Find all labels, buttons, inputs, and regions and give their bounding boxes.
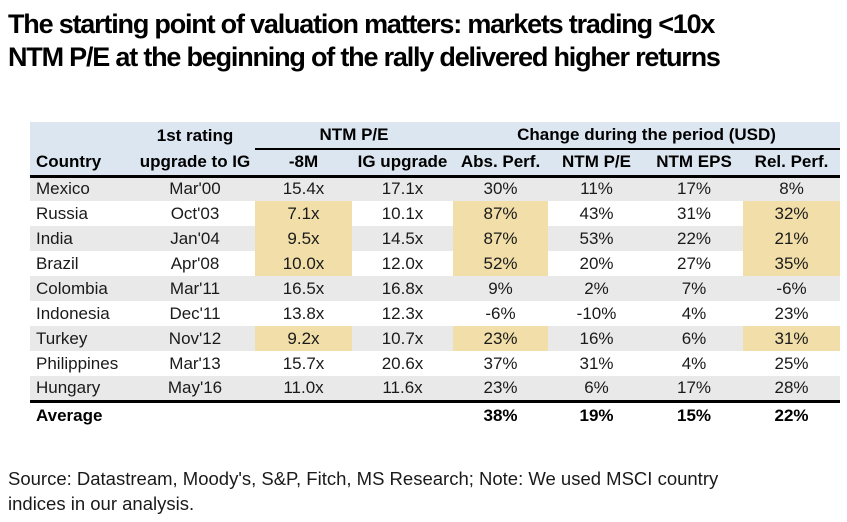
cell-rel-perf: 28% <box>774 377 809 397</box>
source-line-1: Source: Datastream, Moody's, S&P, Fitch, MS Research; Note: We used MSCI country <box>8 468 719 489</box>
cell-upgrade-date: Nov'12 <box>168 328 222 348</box>
table-row <box>30 276 840 301</box>
cell-ntm-eps: 17% <box>677 377 712 397</box>
cell-pe-ig-upgrade: 20.6x <box>381 353 424 373</box>
cell-upgrade-date: Dec'11 <box>169 303 221 323</box>
cell-country: Mexico <box>36 179 90 199</box>
table-row <box>30 176 840 201</box>
cell-upgrade-date: Mar'11 <box>169 278 221 298</box>
col-header-upgrade-to-ig: upgrade to IG <box>135 149 255 176</box>
cell-pe-minus-8m: 10.0x <box>255 251 352 276</box>
table-row <box>30 301 840 326</box>
col-header-country: Country <box>30 149 135 176</box>
title-line-1: The starting point of valuation matters: markets trading <10x <box>8 9 715 39</box>
cell-country: Colombia <box>36 278 108 298</box>
cell-ntm-pe: 16% <box>579 328 614 348</box>
cell-ntm-eps: 22% <box>677 228 712 248</box>
cell-country: India <box>36 228 73 248</box>
cell-abs-perf: 9% <box>488 278 513 298</box>
cell-rel-perf: 8% <box>779 179 804 199</box>
cell-rel-perf: 35% <box>743 251 840 276</box>
col-header-ntm-pe: NTM P/E <box>548 149 645 176</box>
col-header-rel-perf: Rel. Perf. <box>743 149 840 176</box>
cell-abs-perf: 52% <box>453 251 548 276</box>
col-header-abs-perf: Abs. Perf. <box>453 149 548 176</box>
cell-upgrade-date: Oct'03 <box>170 203 220 223</box>
cell-upgrade-date: May'16 <box>167 377 223 397</box>
cell-abs-perf: 87% <box>453 201 548 226</box>
cell-pe-ig-upgrade: 11.6x <box>382 377 423 397</box>
cell-pe-ig-upgrade: 10.1x <box>381 203 424 223</box>
cell-ntm-pe: 43% <box>579 203 614 223</box>
cell-country: Philippines <box>36 353 119 373</box>
cell-ntm-eps: 6% <box>681 328 707 348</box>
cell-ntm-eps: 31% <box>677 203 712 223</box>
cell-average-label: Average <box>30 401 135 429</box>
cell-abs-perf: 87% <box>453 226 548 251</box>
cell-abs-perf: 30% <box>483 179 518 199</box>
cell-ntm-pe: 20% <box>579 253 614 273</box>
cell-rel-perf: 31% <box>743 326 840 351</box>
cell-ntm-eps: 4% <box>681 353 707 373</box>
cell-pe-ig-upgrade: 10.7x <box>381 328 424 348</box>
group-header-ntm-pe: NTM P/E <box>255 122 453 149</box>
cell-ntm-eps: 27% <box>677 253 712 273</box>
table-row <box>30 251 840 276</box>
cell-country: Brazil <box>36 253 79 273</box>
cell-ntm-pe: 6% <box>584 377 609 397</box>
cell-pe-minus-8m: 9.5x <box>255 226 352 251</box>
table-row <box>30 226 840 251</box>
source-note <box>8 466 847 516</box>
cell-pe-minus-8m: 15.4x <box>282 179 325 199</box>
cell-average-empty-ig <box>352 401 453 429</box>
group-header-rating: 1st rating <box>156 125 234 145</box>
cell-country: Indonesia <box>36 303 110 323</box>
average-row <box>30 401 840 429</box>
cell-pe-minus-8m: 16.5x <box>282 278 325 298</box>
cell-pe-ig-upgrade: 12.3x <box>381 303 424 323</box>
cell-ntm-pe: -10% <box>576 303 617 323</box>
col-header-ig-upgrade: IG upgrade <box>352 149 453 176</box>
cell-pe-minus-8m: 9.2x <box>255 326 352 351</box>
cell-country: Russia <box>36 203 88 223</box>
valuation-table <box>30 122 840 429</box>
col-header-ntm-eps: NTM EPS <box>645 149 743 176</box>
cell-ntm-pe: 53% <box>579 228 614 248</box>
table-body <box>30 176 840 429</box>
cell-ntm-eps: 4% <box>681 303 707 323</box>
cell-abs-perf: 23% <box>453 326 548 351</box>
cell-rel-perf: 23% <box>774 303 809 323</box>
cell-average-ntm-pe: 19% <box>548 401 645 429</box>
cell-upgrade-date: Mar'13 <box>169 353 221 373</box>
cell-ntm-pe: 11% <box>580 179 613 199</box>
group-header-change-period: Change during the period (USD) <box>453 122 840 149</box>
cell-rel-perf: 25% <box>774 353 809 373</box>
cell-ntm-pe: 31% <box>579 353 614 373</box>
cell-rel-perf: -6% <box>776 278 807 298</box>
cell-pe-ig-upgrade: 12.0x <box>381 253 424 273</box>
cell-pe-minus-8m: 15.7x <box>282 353 325 373</box>
cell-average-ntm-eps: 15% <box>645 401 743 429</box>
cell-average-empty-8m <box>255 401 352 429</box>
exhibit-title <box>8 8 847 74</box>
title-line-2: NTM P/E at the beginning of the rally delivered higher returns <box>8 42 720 72</box>
cell-pe-minus-8m: 7.1x <box>255 201 352 226</box>
cell-average-abs-perf: 38% <box>453 401 548 429</box>
col-header-minus-8m: -8M <box>255 149 352 176</box>
cell-ntm-eps: 7% <box>681 278 707 298</box>
cell-abs-perf: 23% <box>483 377 518 397</box>
cell-average-rel-perf: 22% <box>743 401 840 429</box>
table-row <box>30 326 840 351</box>
cell-upgrade-date: Mar'00 <box>169 179 221 199</box>
cell-pe-ig-upgrade: 14.5x <box>381 228 424 248</box>
cell-country: Turkey <box>36 328 88 348</box>
cell-upgrade-date: Apr'08 <box>170 253 220 273</box>
cell-pe-minus-8m: 13.8x <box>282 303 325 323</box>
source-line-2: indices in our analysis. <box>8 493 195 514</box>
cell-pe-ig-upgrade: 17.1x <box>381 179 424 199</box>
cell-country: Hungary <box>36 377 101 397</box>
table-row <box>30 201 840 226</box>
header-column-row <box>30 149 840 176</box>
header-group-row <box>30 122 840 149</box>
cell-ntm-eps: 17% <box>677 179 712 199</box>
cell-pe-minus-8m: 11.0x <box>283 377 324 397</box>
table-row <box>30 351 840 376</box>
cell-pe-ig-upgrade: 16.8x <box>381 278 424 298</box>
cell-abs-perf: 37% <box>483 353 518 373</box>
cell-ntm-pe: 2% <box>584 278 609 298</box>
header-spacer <box>30 122 135 149</box>
cell-upgrade-date: Jan'04 <box>170 228 220 248</box>
table-row <box>30 376 840 401</box>
cell-rel-perf: 21% <box>743 226 840 251</box>
cell-rel-perf: 32% <box>743 201 840 226</box>
cell-average-empty-date <box>135 401 255 429</box>
cell-abs-perf: -6% <box>485 303 516 323</box>
